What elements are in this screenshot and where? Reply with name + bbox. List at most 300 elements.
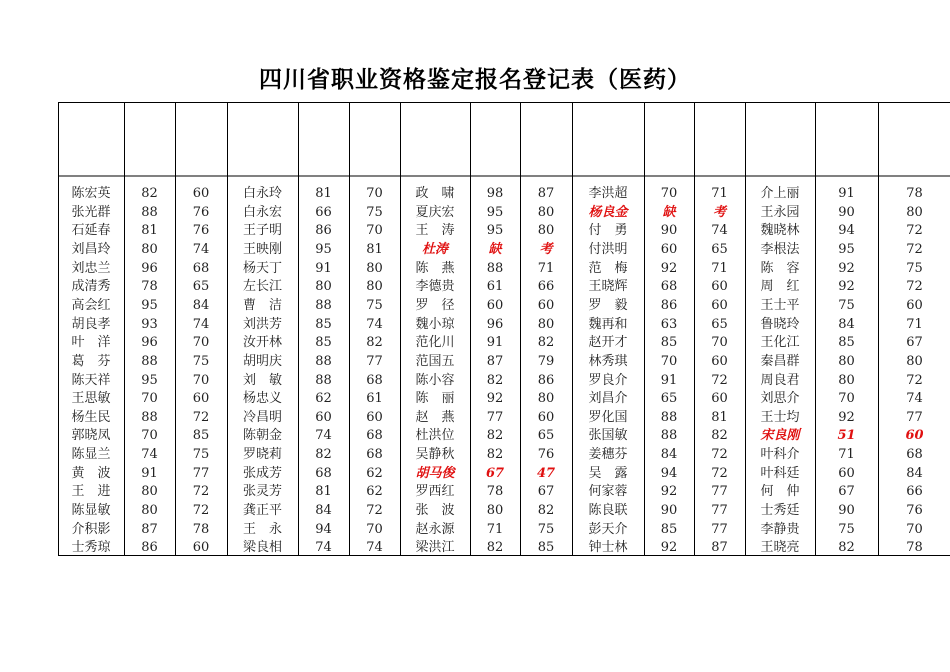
cell-skill-score-text: 68 bbox=[366, 447, 383, 462]
cell-theory-score bbox=[298, 446, 349, 462]
cell-theory-score bbox=[470, 278, 520, 294]
cell-name-text: 杨天丁 bbox=[242, 261, 282, 276]
cell-name-text: 张 波 bbox=[415, 503, 455, 518]
cell-skill-score-text: 82 bbox=[537, 503, 555, 518]
cell-skill-score bbox=[349, 502, 400, 518]
cell-theory-score bbox=[124, 521, 175, 537]
cell-name-text: 付 勇 bbox=[588, 223, 628, 238]
cell-theory-score-text: 90 bbox=[838, 503, 855, 518]
cell-skill-score bbox=[520, 390, 572, 406]
cell-theory-score-text: 94 bbox=[838, 223, 855, 238]
cell-name-text: 王士平 bbox=[760, 298, 800, 313]
cell-name-text: 夏庆宏 bbox=[415, 205, 455, 220]
cell-name bbox=[745, 334, 815, 350]
cell-skill-score bbox=[349, 297, 400, 313]
cell-theory-score bbox=[298, 334, 349, 350]
cell-theory-score-text: 88 bbox=[315, 298, 332, 313]
cell-theory-score bbox=[815, 222, 878, 238]
cell-skill-score-text: 70 bbox=[711, 335, 728, 350]
cell-skill-score bbox=[694, 222, 745, 238]
cell-name bbox=[745, 353, 815, 369]
cell-name-text: 陈 燕 bbox=[415, 261, 455, 276]
cell-name bbox=[572, 446, 644, 462]
cell-name-text: 陈 丽 bbox=[415, 391, 455, 406]
cell-name bbox=[400, 185, 470, 201]
cell-name-text: 罗化国 bbox=[588, 410, 628, 425]
cell-name-text: 王晓辉 bbox=[588, 279, 628, 294]
cell-name bbox=[745, 241, 815, 257]
cell-skill-score-text: 考 bbox=[712, 205, 726, 220]
cell-skill-score bbox=[175, 297, 227, 313]
cell-name bbox=[745, 222, 815, 238]
cell-name-text: 李静贵 bbox=[760, 522, 800, 537]
cell-skill-score bbox=[175, 539, 227, 555]
cell-skill-score bbox=[520, 372, 572, 388]
cell-theory-score-text: 92 bbox=[660, 540, 678, 555]
cell-name-text: 郭晓凤 bbox=[71, 428, 111, 443]
cell-theory-score-text: 81 bbox=[315, 186, 332, 201]
cell-skill-score bbox=[520, 222, 572, 238]
cell-name bbox=[745, 502, 815, 518]
cell-skill-score bbox=[694, 204, 745, 220]
cell-theory-score-text: 95 bbox=[486, 205, 504, 220]
cell-skill-score-text: 81 bbox=[711, 410, 728, 425]
cell-name bbox=[572, 297, 644, 313]
cell-theory-score bbox=[470, 427, 520, 443]
cell-name bbox=[572, 372, 644, 388]
cell-name bbox=[227, 409, 298, 425]
cell-name-text: 彭天介 bbox=[588, 522, 628, 537]
cell-theory-score-text: 80 bbox=[141, 503, 158, 518]
cell-theory-score bbox=[470, 260, 520, 276]
cell-name bbox=[745, 483, 815, 499]
cell-name bbox=[572, 334, 644, 350]
cell-name bbox=[400, 241, 470, 257]
cell-skill-score bbox=[175, 427, 227, 443]
cell-name bbox=[572, 521, 644, 537]
cell-name bbox=[400, 390, 470, 406]
cell-skill-score bbox=[175, 185, 227, 201]
cell-skill-score-text: 77 bbox=[906, 410, 923, 425]
cell-name bbox=[572, 465, 644, 481]
cell-theory-score bbox=[470, 334, 520, 350]
cell-skill-score bbox=[520, 260, 572, 276]
cell-theory-score bbox=[124, 390, 175, 406]
cell-skill-score-text: 66 bbox=[537, 279, 555, 294]
cell-theory-score-text: 91 bbox=[486, 335, 504, 350]
cell-skill-score-text: 68 bbox=[366, 373, 383, 388]
cell-name bbox=[572, 222, 644, 238]
cell-name bbox=[227, 502, 298, 518]
cell-name-text: 杜洪位 bbox=[415, 428, 455, 443]
cell-theory-score bbox=[298, 353, 349, 369]
cell-theory-score bbox=[644, 502, 694, 518]
cell-name-text: 左长江 bbox=[242, 279, 282, 294]
cell-skill-score bbox=[349, 465, 400, 481]
cell-name-text: 杜涛 bbox=[421, 242, 448, 257]
cell-skill-score-text: 76 bbox=[906, 503, 923, 518]
cell-skill-score-text: 65 bbox=[711, 317, 728, 332]
cell-skill-score bbox=[175, 260, 227, 276]
cell-skill-score-text: 74 bbox=[711, 223, 728, 238]
cell-name bbox=[745, 372, 815, 388]
cell-name bbox=[58, 521, 124, 537]
cell-theory-score-text: 78 bbox=[141, 279, 158, 294]
cell-theory-score-text: 91 bbox=[660, 373, 678, 388]
cell-theory-score-text: 92 bbox=[486, 391, 504, 406]
cell-theory-score bbox=[815, 502, 878, 518]
cell-skill-score-text: 72 bbox=[192, 484, 210, 499]
cell-skill-score bbox=[175, 316, 227, 332]
cell-theory-score-text: 94 bbox=[315, 522, 332, 537]
cell-name-text: 魏小琼 bbox=[415, 317, 455, 332]
cell-name-text: 士秀廷 bbox=[760, 503, 800, 518]
cell-theory-score bbox=[298, 502, 349, 518]
cell-theory-score bbox=[124, 446, 175, 462]
cell-theory-score bbox=[815, 185, 878, 201]
cell-skill-score bbox=[175, 446, 227, 462]
cell-theory-score-text: 94 bbox=[660, 466, 678, 481]
cell-skill-score bbox=[878, 185, 950, 201]
cell-skill-score-text: 77 bbox=[711, 503, 728, 518]
cell-skill-score-text: 80 bbox=[537, 205, 555, 220]
cell-skill-score-text: 80 bbox=[537, 391, 555, 406]
cell-theory-score bbox=[124, 316, 175, 332]
cell-skill-score-text: 71 bbox=[711, 261, 728, 276]
cell-skill-score-text: 87 bbox=[537, 186, 555, 201]
cell-name bbox=[227, 353, 298, 369]
cell-theory-score bbox=[644, 465, 694, 481]
cell-name-text: 成清秀 bbox=[71, 279, 111, 294]
document-title: 四川省职业资格鉴定报名登记表（医药） bbox=[259, 66, 691, 93]
cell-name-text: 周 红 bbox=[760, 279, 800, 294]
cell-theory-score-text: 80 bbox=[141, 484, 158, 499]
cell-name bbox=[58, 297, 124, 313]
cell-theory-score bbox=[644, 539, 694, 555]
cell-skill-score bbox=[349, 390, 400, 406]
cell-name-text: 介上丽 bbox=[760, 186, 800, 201]
cell-theory-score bbox=[124, 539, 175, 555]
cell-theory-score bbox=[470, 222, 520, 238]
cell-name bbox=[58, 372, 124, 388]
cell-name-text: 胡马俊 bbox=[415, 466, 455, 481]
cell-theory-score bbox=[644, 372, 694, 388]
cell-skill-score-text: 65 bbox=[192, 279, 210, 294]
cell-name bbox=[227, 372, 298, 388]
cell-name-text: 葛 芬 bbox=[71, 354, 111, 369]
cell-theory-score-text: 68 bbox=[315, 466, 332, 481]
cell-skill-score bbox=[349, 483, 400, 499]
cell-skill-score-text: 60 bbox=[711, 298, 728, 313]
cell-name bbox=[745, 446, 815, 462]
cell-skill-score-text: 74 bbox=[366, 317, 383, 332]
cell-name-text: 冷昌明 bbox=[242, 410, 282, 425]
cell-skill-score bbox=[878, 204, 950, 220]
cell-name bbox=[58, 316, 124, 332]
cell-name bbox=[400, 297, 470, 313]
cell-skill-score-text: 80 bbox=[906, 354, 923, 369]
cell-skill-score-text: 61 bbox=[366, 391, 383, 406]
cell-skill-score-text: 60 bbox=[366, 410, 383, 425]
cell-name bbox=[572, 185, 644, 201]
cell-name-text: 王思敏 bbox=[71, 391, 111, 406]
cell-name bbox=[745, 409, 815, 425]
cell-skill-score bbox=[878, 297, 950, 313]
cell-name bbox=[58, 222, 124, 238]
cell-name bbox=[745, 316, 815, 332]
cell-theory-score-text: 66 bbox=[315, 205, 332, 220]
cell-theory-score bbox=[644, 427, 694, 443]
cell-skill-score-text: 72 bbox=[366, 503, 383, 518]
cell-skill-score-text: 68 bbox=[906, 447, 923, 462]
cell-name-text: 林秀琪 bbox=[588, 354, 628, 369]
cell-theory-score-text: 84 bbox=[660, 447, 678, 462]
cell-theory-score-text: 80 bbox=[315, 279, 332, 294]
cell-name-text: 杨良金 bbox=[588, 205, 628, 220]
cell-skill-score bbox=[878, 334, 950, 350]
cell-name bbox=[400, 465, 470, 481]
cell-skill-score bbox=[349, 372, 400, 388]
cell-skill-score-text: 72 bbox=[711, 447, 728, 462]
cell-skill-score-text: 77 bbox=[366, 354, 383, 369]
cell-name-text: 刘洪芳 bbox=[242, 317, 282, 332]
cell-skill-score bbox=[694, 446, 745, 462]
cell-skill-score bbox=[349, 316, 400, 332]
cell-name bbox=[745, 465, 815, 481]
cell-theory-score-text: 87 bbox=[486, 354, 504, 369]
cell-theory-score bbox=[815, 390, 878, 406]
cell-skill-score bbox=[878, 353, 950, 369]
cell-skill-score bbox=[349, 204, 400, 220]
cell-skill-score bbox=[694, 278, 745, 294]
cell-theory-score bbox=[644, 204, 694, 220]
cell-skill-score-text: 74 bbox=[906, 391, 923, 406]
cell-theory-score bbox=[644, 278, 694, 294]
cell-skill-score-text: 84 bbox=[906, 466, 923, 481]
cell-skill-score-text: 60 bbox=[192, 391, 210, 406]
cell-name bbox=[227, 316, 298, 332]
cell-skill-score bbox=[694, 483, 745, 499]
cell-name-text: 赵 燕 bbox=[415, 410, 455, 425]
cell-skill-score-text: 79 bbox=[537, 354, 555, 369]
cell-theory-score-text: 86 bbox=[141, 540, 158, 555]
cell-theory-score bbox=[470, 372, 520, 388]
cell-theory-score-text: 85 bbox=[838, 335, 855, 350]
cell-skill-score-text: 84 bbox=[192, 298, 210, 313]
cell-theory-score-text: 88 bbox=[660, 428, 678, 443]
cell-skill-score-text: 80 bbox=[366, 279, 383, 294]
cell-name-text: 王士均 bbox=[760, 410, 800, 425]
cell-theory-score-text: 82 bbox=[141, 186, 158, 201]
cell-theory-score-text: 缺 bbox=[488, 242, 502, 257]
cell-skill-score bbox=[878, 427, 950, 443]
cell-name-text: 刘 敏 bbox=[242, 373, 282, 388]
cell-name-text: 李根法 bbox=[760, 242, 800, 257]
cell-name bbox=[572, 539, 644, 555]
cell-theory-score-text: 70 bbox=[838, 391, 855, 406]
cell-skill-score bbox=[520, 409, 572, 425]
cell-theory-score bbox=[124, 278, 175, 294]
cell-skill-score bbox=[878, 521, 950, 537]
cell-skill-score bbox=[349, 446, 400, 462]
cell-name-text: 王永园 bbox=[760, 205, 800, 220]
cell-theory-score-text: 93 bbox=[141, 317, 158, 332]
cell-skill-score-text: 77 bbox=[711, 522, 728, 537]
cell-theory-score bbox=[815, 539, 878, 555]
cell-skill-score bbox=[694, 502, 745, 518]
cell-name bbox=[227, 446, 298, 462]
cell-theory-score-text: 92 bbox=[838, 279, 855, 294]
cell-name bbox=[745, 278, 815, 294]
cell-skill-score bbox=[175, 334, 227, 350]
cell-name bbox=[400, 483, 470, 499]
cell-theory-score bbox=[298, 185, 349, 201]
cell-theory-score-text: 86 bbox=[315, 223, 332, 238]
cell-theory-score-text: 84 bbox=[315, 503, 332, 518]
cell-theory-score-text: 88 bbox=[141, 354, 158, 369]
cell-theory-score bbox=[470, 539, 520, 555]
cell-skill-score bbox=[349, 521, 400, 537]
cell-name bbox=[572, 260, 644, 276]
cell-name-text: 李德贵 bbox=[415, 279, 455, 294]
cell-skill-score bbox=[694, 390, 745, 406]
cell-name bbox=[572, 390, 644, 406]
cell-skill-score bbox=[520, 316, 572, 332]
cell-name bbox=[58, 390, 124, 406]
cell-theory-score bbox=[470, 185, 520, 201]
cell-skill-score bbox=[520, 483, 572, 499]
cell-theory-score bbox=[644, 521, 694, 537]
cell-skill-score-text: 86 bbox=[537, 373, 555, 388]
cell-name bbox=[400, 222, 470, 238]
cell-skill-score-text: 70 bbox=[366, 186, 383, 201]
cell-theory-score bbox=[815, 483, 878, 499]
cell-skill-score bbox=[878, 502, 950, 518]
cell-theory-score bbox=[815, 372, 878, 388]
cell-name bbox=[400, 278, 470, 294]
cell-name bbox=[58, 260, 124, 276]
cell-skill-score bbox=[694, 334, 745, 350]
cell-theory-score bbox=[124, 185, 175, 201]
cell-name-text: 秦昌群 bbox=[760, 354, 800, 369]
cell-skill-score-text: 60 bbox=[711, 279, 728, 294]
cell-theory-score bbox=[298, 409, 349, 425]
cell-theory-score-text: 88 bbox=[660, 410, 678, 425]
cell-name bbox=[227, 390, 298, 406]
cell-theory-score bbox=[470, 241, 520, 257]
cell-skill-score-text: 65 bbox=[537, 428, 555, 443]
cell-name bbox=[572, 204, 644, 220]
cell-name-text: 魏再和 bbox=[588, 317, 628, 332]
cell-name-text: 白永宏 bbox=[242, 205, 282, 220]
cell-skill-score-text: 77 bbox=[711, 484, 728, 499]
cell-theory-score-text: 60 bbox=[315, 410, 332, 425]
cell-name bbox=[227, 465, 298, 481]
cell-skill-score-text: 75 bbox=[192, 354, 210, 369]
cell-name-text: 黄 波 bbox=[71, 466, 111, 481]
cell-theory-score-text: 92 bbox=[838, 261, 855, 276]
cell-skill-score-text: 87 bbox=[711, 540, 728, 555]
cell-theory-score-text: 77 bbox=[486, 410, 504, 425]
cell-skill-score-text: 82 bbox=[366, 335, 383, 350]
cell-skill-score bbox=[878, 390, 950, 406]
cell-theory-score-text: 70 bbox=[141, 391, 158, 406]
cell-theory-score bbox=[815, 204, 878, 220]
cell-skill-score-text: 70 bbox=[192, 335, 210, 350]
cell-theory-score-text: 85 bbox=[315, 335, 332, 350]
cell-skill-score-text: 74 bbox=[192, 317, 210, 332]
cell-skill-score bbox=[349, 409, 400, 425]
cell-skill-score-text: 75 bbox=[192, 447, 210, 462]
cell-skill-score-text: 80 bbox=[366, 261, 383, 276]
cell-name bbox=[58, 185, 124, 201]
cell-skill-score-text: 72 bbox=[192, 410, 210, 425]
cell-skill-score-text: 72 bbox=[711, 373, 728, 388]
cell-name bbox=[58, 446, 124, 462]
cell-name bbox=[400, 353, 470, 369]
cell-name-text: 吴静秋 bbox=[415, 447, 455, 462]
cell-name bbox=[400, 204, 470, 220]
cell-skill-score bbox=[175, 222, 227, 238]
cell-skill-score bbox=[175, 465, 227, 481]
cell-skill-score bbox=[520, 465, 572, 481]
cell-skill-score bbox=[349, 241, 400, 257]
cell-theory-score-text: 86 bbox=[660, 298, 678, 313]
cell-skill-score bbox=[175, 241, 227, 257]
cell-name bbox=[400, 427, 470, 443]
cell-skill-score-text: 80 bbox=[537, 317, 555, 332]
cell-name-text: 士秀琼 bbox=[71, 540, 111, 555]
cell-theory-score-text: 65 bbox=[660, 391, 678, 406]
cell-skill-score bbox=[878, 278, 950, 294]
cell-name-text: 宋良刚 bbox=[760, 428, 800, 443]
cell-theory-score-text: 75 bbox=[838, 298, 855, 313]
cell-skill-score-text: 71 bbox=[711, 186, 728, 201]
cell-name-text: 张光群 bbox=[71, 205, 111, 220]
cell-theory-score bbox=[298, 278, 349, 294]
cell-theory-score bbox=[298, 204, 349, 220]
cell-name bbox=[227, 260, 298, 276]
cell-theory-score bbox=[644, 390, 694, 406]
cell-theory-score bbox=[470, 390, 520, 406]
cell-theory-score-text: 88 bbox=[141, 205, 158, 220]
cell-name-text: 周良君 bbox=[760, 373, 800, 388]
cell-skill-score bbox=[349, 427, 400, 443]
cell-name-text: 陈良联 bbox=[588, 503, 628, 518]
cell-skill-score-text: 77 bbox=[192, 466, 210, 481]
cell-name-text: 梁洪江 bbox=[415, 540, 455, 555]
cell-theory-score bbox=[815, 260, 878, 276]
cell-theory-score bbox=[470, 204, 520, 220]
cell-skill-score bbox=[175, 502, 227, 518]
cell-skill-score-text: 60 bbox=[906, 298, 923, 313]
cell-theory-score bbox=[298, 465, 349, 481]
cell-skill-score bbox=[349, 353, 400, 369]
cell-skill-score-text: 71 bbox=[537, 261, 555, 276]
cell-skill-score-text: 78 bbox=[906, 540, 923, 555]
cell-theory-score bbox=[124, 222, 175, 238]
cell-skill-score-text: 71 bbox=[906, 317, 923, 332]
cell-name-text: 王映刚 bbox=[242, 242, 282, 257]
cell-name bbox=[58, 465, 124, 481]
cell-skill-score bbox=[520, 446, 572, 462]
cell-name-text: 高会红 bbox=[71, 298, 111, 313]
cell-name-text: 范国五 bbox=[415, 354, 455, 369]
cell-skill-score bbox=[175, 521, 227, 537]
cell-skill-score-text: 70 bbox=[366, 223, 383, 238]
cell-theory-score bbox=[298, 521, 349, 537]
cell-theory-score bbox=[298, 427, 349, 443]
